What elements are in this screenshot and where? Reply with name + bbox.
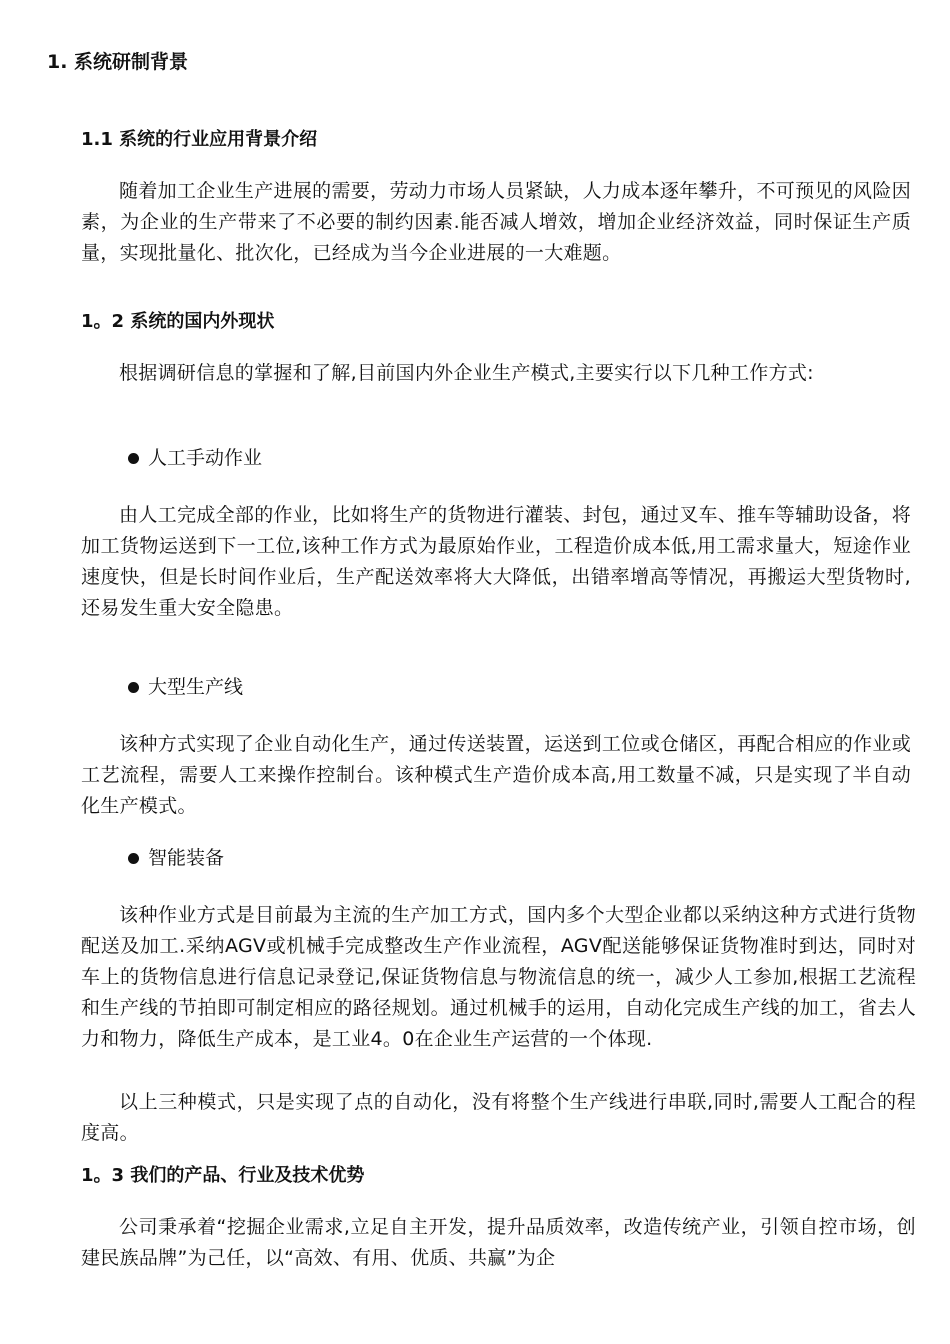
section-heading-1: 1. 系统研制背景	[47, 51, 189, 73]
bullet-label: 智能装备	[148, 847, 225, 869]
paragraph-manual: 由人工完成全部的作业，比如将生产的货物进行灌装、封包，通过叉车、推车等辅助设备，将加工货物运送到下一工位,该种工作方式为最原始作业，工程造价成本低,用工需求量大，短途作业速度快，但是长时间作业后，生产配送效率将大大降低，出错率增高等情况，再搬运大型货物时,还易发生重大安全隐患。	[81, 504, 911, 619]
paragraph-smart-equipment: 该种作业方式是目前最为主流的生产加工方式，国内多个大型企业都以采纳这种方式进行货物配送及加工.采纳AGV或机械手完成整改生产作业流程，AGV配送能够保证货物准时到达，同时对车上的货物信息进行信息记录登记,保证货物信息与物流信息的统一，减少人工参加,根据工艺流程和生产线的节拍即可制定相应的路径规划。通过机械手的运用，自动化完成生产线的加工，省去人力和物力，降低生产成本，是工业4。0在企业生产运营的一个体现.	[81, 904, 916, 1050]
subsection-heading-1-3: 1。3 我们的产品、行业及技术优势	[81, 1165, 365, 1186]
bullet-label: 人工手动作业	[148, 447, 263, 469]
bullet-dot-icon	[128, 682, 139, 693]
paragraph-summary: 以上三种模式，只是实现了点的自动化，没有将整个生产线进行串联,同时,需要人工配合的程度高。	[81, 1091, 916, 1144]
subsection-heading-1-2: 1。2 系统的国内外现状	[81, 311, 275, 332]
paragraph-background: 随着加工企业生产进展的需要，劳动力市场人员紧缺，人力成本逐年攀升，不可预见的风险因素，为企业的生产带来了不必要的制约因素.能否减人增效，增加企业经济效益，同时保证生产质量，实现批量化、批次化，已经成为当今企业进展的一大难题。	[81, 180, 911, 264]
bullet-label: 大型生产线	[148, 676, 244, 698]
bullet-dot-icon	[128, 853, 139, 864]
paragraph-production-line: 该种方式实现了企业自动化生产，通过传送装置，运送到工位或仓储区，再配合相应的作业或工艺流程，需要人工来操作控制台。该种模式生产造价成本高,用工数量不减，只是实现了半自动化生产模式。	[81, 733, 911, 817]
bullet-item-production-line	[128, 674, 243, 700]
bullet-dot-icon	[128, 453, 139, 464]
paragraph-status-intro: 根据调研信息的掌握和了解,目前国内外企业生产模式,主要实行以下几种工作方式:	[119, 362, 814, 384]
paragraph-company: 公司秉承着“挖掘企业需求,立足自主开发，提升品质效率，改造传统产业，引领自控市场，创建民族品牌”为己任，以“高效、有用、优质、共赢”为企	[81, 1216, 916, 1269]
bullet-item-manual	[128, 445, 262, 471]
bullet-item-smart-equipment	[128, 845, 224, 871]
subsection-heading-1-1: 1.1 系统的行业应用背景介绍	[81, 129, 318, 150]
